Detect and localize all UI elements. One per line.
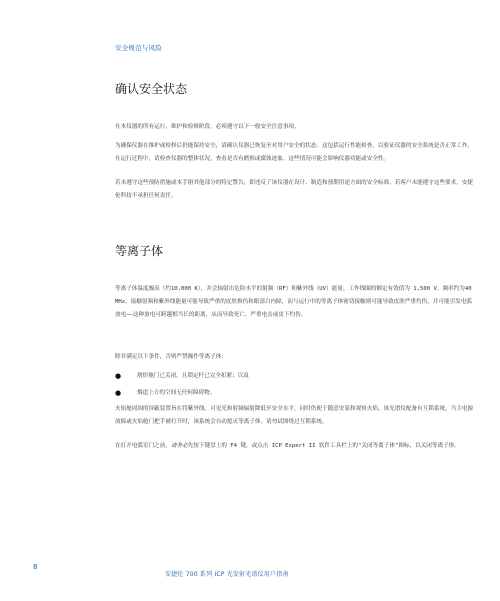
footer-title: 安捷伦 700 系列 ICP 光发射光谱仪用户指南 — [165, 571, 289, 578]
paragraph-f4 — [115, 440, 475, 453]
paragraph: 火焰舱周围的屏蔽装置旨在将紫外线、可见光和射频辐射降低至安全水平，同时仍便于随意安装和观察火焰。该光谱仪配备有互锁系统，当主电源放障或火焰舱门把手被打开时，该系统会自动熄灭等离子体。请勿试图绕过互锁系统。 — [115, 406, 474, 425]
paragraph: 除非满足以下条件，否则严禁操作等离子体： — [115, 354, 227, 360]
section-title-plasma: 等离子体 — [115, 244, 164, 258]
paragraph-text: 在打开电弧室门之前， — [115, 443, 171, 449]
paragraph: 若未遵守这些预防措施或本手册其他部分的特定警告，即违反了该仪器在设计、制造和预期用途方面的安全标准。若客户未能遵守这些要求，安捷伦科技不承担任何责任。 — [115, 180, 474, 199]
bullet-dot: ● — [115, 389, 122, 397]
bullet-dot: ● — [115, 372, 122, 380]
bullet-text: 割炬舱门已关闭，且锁定杆已完全扣紧；以及 — [137, 373, 249, 379]
bullet-text: 烟道上方的空间无任何障碍物。 — [137, 390, 216, 396]
page-number: 8 — [33, 563, 38, 571]
paragraph: 等离子体温度极高（约10,000 K），并会辐射出危险水平的射频（RF）和紫外线（UV）能量。工作线圈的额定有效值为 1,500 V，频率约为40 MHz。接触射频和紫外线能量可能导致严重的皮肤损伤和眼部白内障，而与运行中的等离子体密切接触则可能导致皮肤严重灼伤，并可能引发电弧放电——这种放电可跨越相当长的距离，从而导致死亡、严重电击或皮下灼伤。 — [115, 286, 472, 318]
emphasis-text: 请务必 — [170, 443, 188, 449]
paragraph: 为确保仪器在维护或检修后仍能保持安全，请确认仪器已恢复至对用户安全的状态。这包括运行性能检查，以验证仪器的安全系统是否正常工作。在运行过程中，请检查仪器的整体状况，查看是否有磨损或腐蚀迹象，这些情况可能会影响仪器功能或安全性。 — [115, 143, 474, 162]
paragraph-text: 先按下键盘上的 F4 键，或点击 ICP Expert II 软件工具栏上的"关闭等离子体"图标，以关闭等离子体。 — [187, 443, 460, 449]
section-title-safe-state: 确认安全状态 — [115, 82, 188, 96]
paragraph: 在本仪器的所有运行、维护和检修阶段，必须遵守以下一般安全注意事项。 — [115, 124, 300, 130]
running-head: 安全规范与风险 — [115, 44, 162, 52]
